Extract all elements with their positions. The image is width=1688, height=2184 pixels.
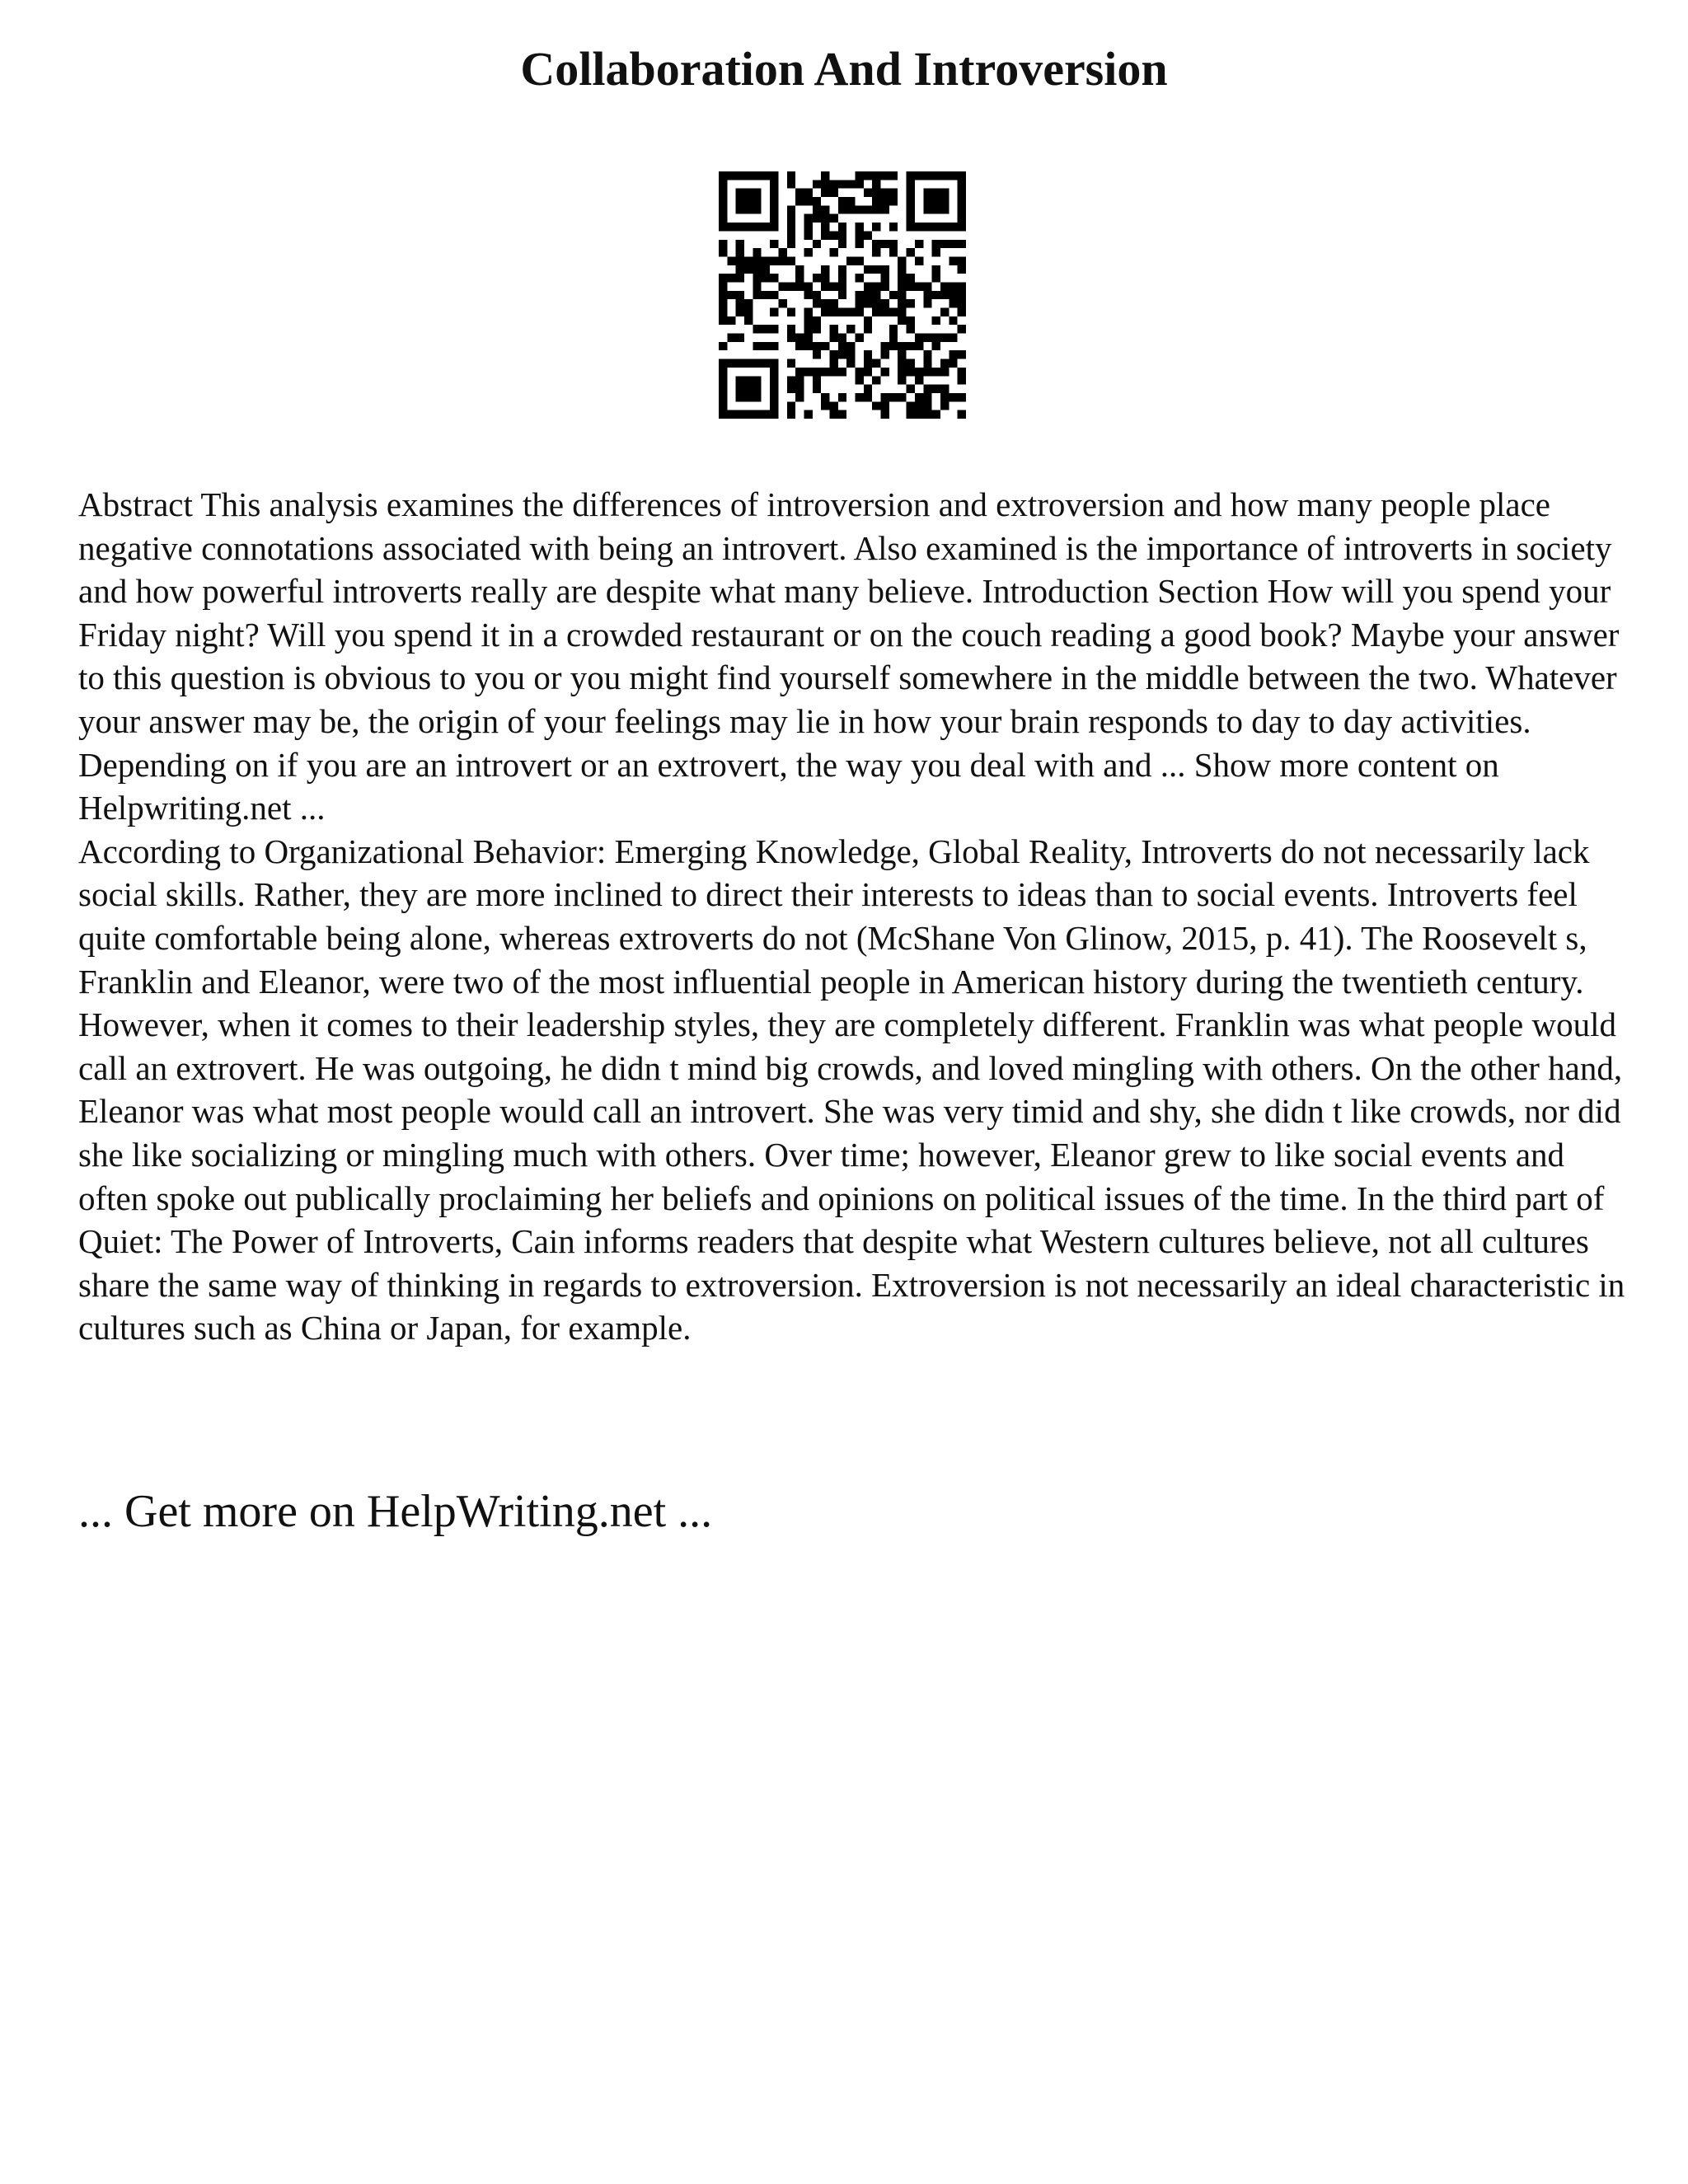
qr-code-icon[interactable] <box>719 171 966 419</box>
body-paragraph: According to Organizational Behavior: Emerging Knowledge, Global Reality, Introverts do not necessarily lack social skills. Rather, they are more inclined to direct their interests to ideas than to social events. Introverts feel quite comfortable being alone, whereas extroverts do not (McShane Von Glinow, 2015, p. 41). The Roosevelt s, Franklin and Eleanor, were two of the most influential people in American history during the twentieth century. However, when it comes to their leadership styles, they are completely different. Franklin was what people would call an extrovert. He was outgoing, he didn t mind big crowds, and loved mingling with others. On the other hand, Eleanor was what most people would call an introvert. She was very timid and shy, she didn t like crowds, nor did she like socializing or mingling much with others. Over time; however, Eleanor grew to like social events and often spoke out publically proclaiming her beliefs and opinions on political issues of the time. In the third part of Quiet: The Power of Introverts, Cain informs readers that despite what Western cultures believe, not all cultures share the same way of thinking in regards to extroversion. Extroversion is not necessarily an ideal characteristic in cultures such as China or Japan, for example. <box>78 832 1625 1347</box>
get-more-link[interactable]: ... Get more on HelpWriting.net ... <box>78 1486 713 1537</box>
document-title: Collaboration And Introversion <box>520 42 1168 96</box>
document-body <box>78 483 1628 1350</box>
abstract-paragraph: Abstract This analysis examines the differences of introversion and extroversion and how many people place negative connotations associated with being an introvert. Also examined is the importance of introverts in society and how powerful introverts really are despite what many believe. Introduction Section How will you spend your Friday night? Will you spend it in a crowded restaurant or on the couch reading a good book? Maybe your answer to this question is obvious to you or you might find yourself somewhere in the middle between the two. Whatever your answer may be, the origin of your feelings may lie in how your brain responds to day to day activities. Depending on if you are an introvert or an extrovert, the way you deal with and ... Show more content on Helpwriting.net ... <box>78 485 1620 827</box>
